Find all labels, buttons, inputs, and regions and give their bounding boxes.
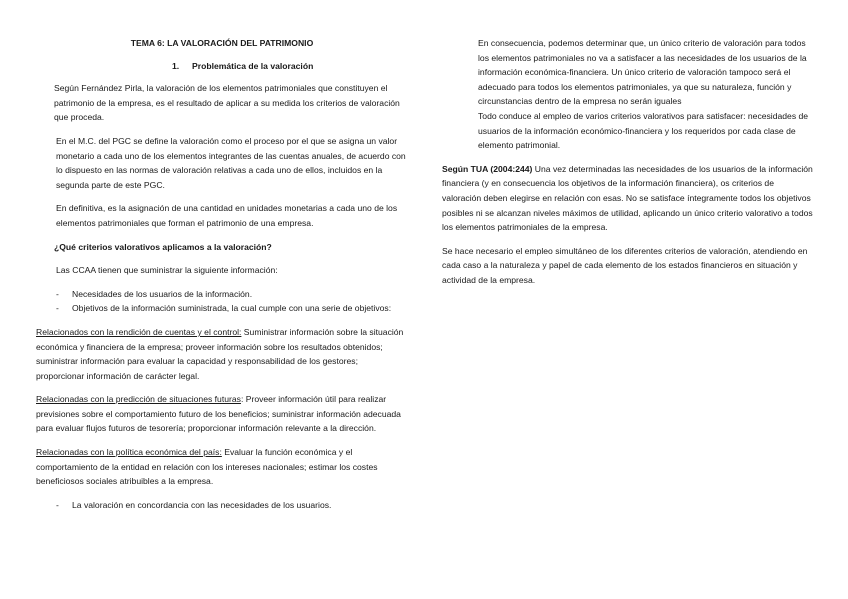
tua-label: Según TUA (2004:244) (442, 163, 533, 174)
dash-marker: - (56, 499, 59, 510)
list-item-text: La valoración en concordancia con las necesidades de los usuarios. (72, 499, 332, 510)
paragraph-ccaa: Las CCAA tienen que suministrar la siguiente información: (56, 265, 278, 276)
section-number: 1. (172, 60, 180, 71)
rendicion-label: Relacionados con la rendición de cuentas y el control: (36, 326, 242, 337)
list-item-text: Necesidades de los usuarios de la información. (72, 288, 253, 299)
paragraph-prediccion (36, 392, 408, 436)
paragraph-final: Se hace necesario el empleo simultáneo de los diferentes criterios de valoración, atendiendo en cada caso a la naturaleza y papel de cada elemento de los estados financieros en situación y actividad de la empresa. (442, 245, 808, 285)
prediccion-text: : Proveer información útil para realizar previsiones sobre el comportamiento futuro de los beneficios; suministrar información adecuada para evaluar flujos futuros de tesorería; proporcionar información relevante a la dirección. (36, 394, 401, 434)
right-column (442, 36, 814, 297)
paragraph-consequence: En consecuencia, podemos determinar que, un único criterio de valoración para todos los elementos patrimoniales no va a satisfacer a las necesidades de los usuarios de la información económica-financiera. Un único criterio de valoración tampoco será el adecuado para todos los elementos patrimoniales, ya que su naturaleza, función y circunstancias dentro de la empresa no serán iguales (478, 38, 807, 107)
paragraph-politica (36, 445, 408, 489)
conclusion-block (442, 36, 814, 153)
final-list (36, 498, 408, 513)
requirements-list (36, 287, 408, 316)
document-title: TEMA 6: LA VALORACIÓN DEL PATRIMONIO (130, 38, 314, 48)
dash-marker: - (56, 303, 59, 314)
dash-marker: - (56, 288, 59, 299)
prediccion-label: Relacionadas con la predicción de situaciones futuras (36, 394, 241, 405)
rendicion-text: Suministrar información sobre la situación económica y financiera de la empresa; proveer información sobre los resultados obtenidos; suministrar información para evaluar la capacidad y responsabilidad de los gestores; proporcionar información de carácter legal. (36, 326, 404, 381)
tua-text: Una vez determinadas las necesidades de los usuarios de la información financiera (y en consecuencia los objetivos de la información financiera), os criterios de valoración deben elegirse en relación con esas. No se satisface íntegramente todos los objetivos posibles ni se alcanzan niveles máximos de utilidad, aplicando un único criterio valorativo a todos los elementos patrimoniales de la empresa. (442, 163, 813, 233)
politica-label: Relacionadas con la política económica del país: (36, 447, 222, 458)
paragraph-tua (442, 162, 814, 235)
paragraph-rendicion (36, 325, 408, 383)
list-item (36, 287, 408, 302)
list-item-text: Objetivos de la información suministrada, la cual cumple con una serie de objetivos: (72, 303, 392, 314)
section-title: Problemática de la valoración (192, 60, 314, 71)
paragraph-definition-pirla: Según Fernández Pirla, la valoración de los elementos patrimoniales que constituyen el patrimonio de la empresa, es el resultado de aplicar a su medida los criterios de valoración que proceda. (54, 83, 400, 123)
paragraph-summary: En definitiva, es la asignación de una cantidad en unidades monetarias a cada uno de los elementos patrimoniales que forman el patrimonio de una empresa. (56, 203, 398, 228)
paragraph-definition-pgc: En el M.C. del PGC se define la valoración como el proceso por el que se asigna un valor monetario a cada uno de los elementos integrantes de las cuentas anuales, de acuerdo con lo dispuesto en las normas de valoración relativas a cada uno de ellos, incluidos en la segunda parte de este PGC. (56, 135, 406, 190)
question-heading: ¿Qué criterios valorativos aplicamos a la valoración? (54, 241, 272, 252)
list-item (36, 498, 408, 513)
left-column (36, 36, 408, 521)
paragraph-multiple-criteria: Todo conduce al empleo de varios criterios valorativos para satisfacer: necesidades de usuarios de la información económico-financiera y los requeridos por cada clase de elemento patrimonial. (478, 110, 809, 151)
section-heading (172, 59, 408, 74)
politica-text: Evaluar la función económica y el comportamiento de la entidad en relación con los intereses nacionales; estimar los costes beneficiosos sociales atribuibles a la empresa. (36, 447, 378, 487)
list-item (36, 301, 408, 316)
